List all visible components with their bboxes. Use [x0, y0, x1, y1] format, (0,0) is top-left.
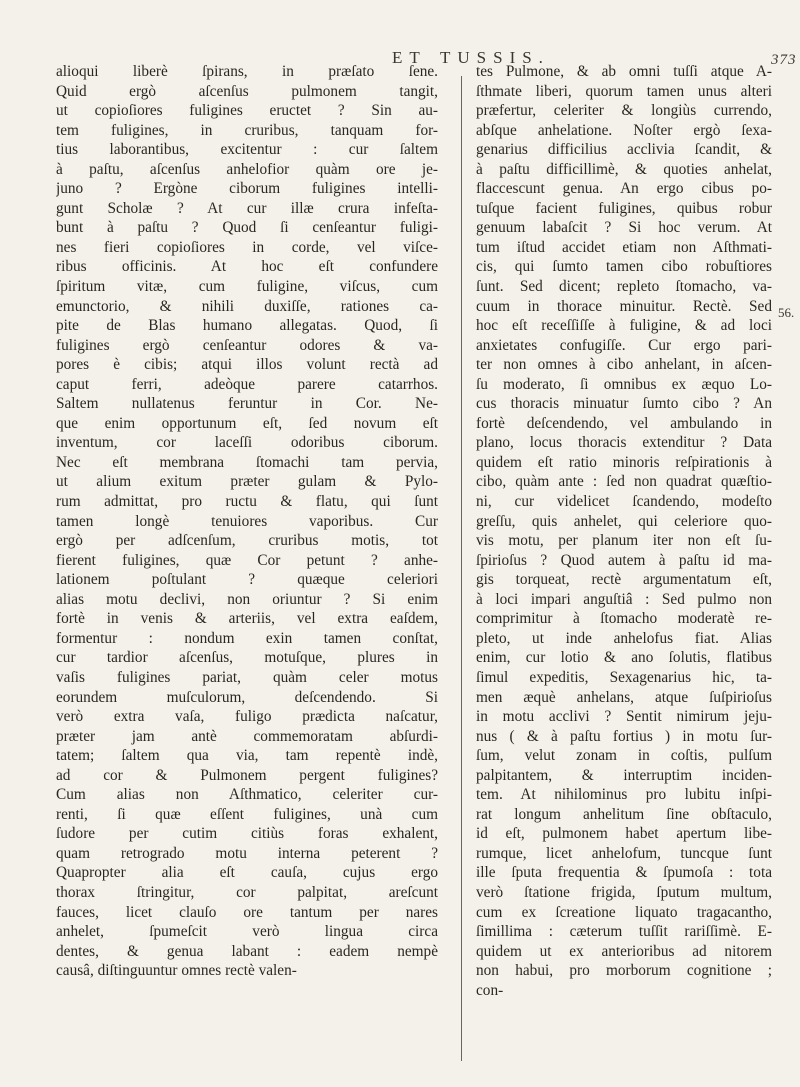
text-line: ſu moderato, ſi omnibus ex æquo Lo-	[476, 375, 772, 393]
text-line: dentes, & genua labant : eadem nempè	[56, 942, 438, 960]
text-line: Saltem nullatenus feruntur in Cor. Ne-	[56, 395, 438, 413]
text-line: tum iſtud accidet etiam non Aſthmati-	[476, 238, 772, 256]
text-line: quam retrogrado motu interna peterent ?	[56, 844, 438, 862]
text-line: ſum, velut zonam in coſtis, pulſum	[476, 747, 772, 765]
text-line: flaccescunt genua. An ergo cibus po-	[476, 180, 772, 198]
text-line: fierent fuligines, quæ Cor petunt ? anhe-	[56, 551, 438, 569]
text-line: rumque, licet anhelofum, tuncque ſunt	[476, 844, 772, 862]
text-line: id eſt, pulmonem habet apertum libe-	[476, 825, 772, 843]
text-line: anhelet, ſpumeſcit verò lingua circa	[56, 923, 438, 941]
text-line: enim, cur lotio & ano ſolutis, flatibus	[476, 649, 772, 667]
text-line: emunctorio, & nihili duxiſſe, rationes ca-	[56, 297, 438, 315]
text-line: tius laborantibus, excitentur : cur ſaltem	[56, 141, 438, 159]
text-line: pleto, ut inde anhelofus fiat. Alias	[476, 629, 772, 647]
text-line: vaſis fuligines pariat, quàm celer motus	[56, 668, 438, 686]
text-line: cuum in thorace minuitur. Rectè. Sed	[476, 297, 772, 315]
text-line: gunt Scholæ ? At cur illæ crura infeſta-	[56, 199, 438, 217]
text-line: juno ? Ergòne ciborum fuligines intelli-	[56, 180, 438, 198]
text-line: ſunt. Sed dicent; repleto ſtomacho, va-	[476, 278, 772, 296]
text-line: palpitantem, & interruptim inciden-	[476, 766, 772, 784]
text-line: verò extra vaſa, fuligo prædicta naſcatur,	[56, 708, 438, 726]
text-line: cur tardior aſcenſus, motuſque, plures in	[56, 649, 438, 667]
text-line: formentur : nondum exin tamen conſtat,	[56, 629, 438, 647]
text-line: ter non omnes à cibo anhelant, in aſcen-	[476, 356, 772, 374]
text-line: à loci impari anguſtiâ : Sed pulmo non	[476, 590, 772, 608]
text-line: rat longum anhelitum ſine obſtaculo,	[476, 805, 772, 823]
text-line: pite de Blas humano allegatas. Quod, ſi	[56, 317, 438, 335]
text-line: inventum, cor laceſſi odoribus ciborum.	[56, 434, 438, 452]
text-line: nus ( & à paſtu fortius ) in motu ſur-	[476, 727, 772, 745]
text-line: bunt à paſtu ? Quod ſi cenſeantur fuligi-	[56, 219, 438, 237]
text-line: alias motu declivi, non oriuntur ? Si enim	[56, 590, 438, 608]
text-line: ſudore per cutim citiùs foras exhalent,	[56, 825, 438, 843]
text-line: ribus officinis. At hoc eſt confundere	[56, 258, 438, 276]
text-line: men æquè anhelans, atque ſuſpirioſus	[476, 688, 772, 706]
text-line: plano, locus thoracis extenditur ? Data	[476, 434, 772, 452]
text-line: fortè in venis & arteriis, vel extra eaſdem,	[56, 610, 438, 628]
text-line: ergò per adſcenſum, cruribus motis, tot	[56, 532, 438, 550]
text-line: præfertur, celeriter & longiùs currendo,	[476, 102, 772, 120]
text-line: à paſtu, aſcenſus anhelofior quàm ore je-	[56, 160, 438, 178]
text-line: quidem ut ex anterioribus ad nitorem	[476, 942, 772, 960]
text-line: pores è cibis; atqui illos volunt rectà ad	[56, 356, 438, 374]
text-line: con-	[476, 981, 504, 999]
text-line: ſimillima : cæterum tuſſit rariſſimè. E-	[476, 923, 772, 941]
text-line: fuligines ergò cenſeantur odores & va-	[56, 336, 438, 354]
running-head-left: ET	[392, 48, 427, 67]
text-line: in motu acclivi ? Sentit nimirum jeju-	[476, 708, 772, 726]
text-line: quidem eſt ratio minoris reſpirationis à	[476, 453, 772, 471]
right-column	[476, 62, 772, 1000]
text-line: à paſtu difficillimè, & quoties anhelat,	[476, 160, 772, 178]
text-line: hoc eſt receſſiſſe à fuligine, & ad loci	[476, 317, 772, 335]
text-line: anxietates confugiſſe. Cur ergo pari-	[476, 336, 772, 354]
text-line: thorax ſtringitur, cor palpitat, areſcunt	[56, 883, 438, 901]
running-head-right: TUSSIS.	[440, 48, 550, 67]
margin-note: 56.	[778, 305, 795, 320]
text-line: genuum labaſcit ? Si hoc verum. At	[476, 219, 772, 237]
text-line: ad cor & Pulmonem pergent fuligines?	[56, 766, 438, 784]
text-line: tem fuligines, in cruribus, tanquam for-	[56, 121, 438, 139]
text-line: tes Pulmone, & ab omni tuſſi atque A-	[476, 63, 772, 80]
text-line: non habui, pro morborum cognitione ;	[476, 962, 772, 980]
text-line: cis, qui ſumto tamen cibo robuſtiores	[476, 258, 772, 276]
text-line: rum admittat, pro ructu & flatu, qui ſunt	[56, 493, 438, 511]
text-line: Quid ergò aſcenſus pulmonem tangit,	[56, 82, 438, 100]
left-column	[56, 62, 438, 981]
text-line: renti, ſi quæ eſſent fuligines, unà cum	[56, 805, 438, 823]
text-line: præter jam antè commemoratam abſurdi-	[56, 727, 438, 745]
text-line: Nec eſt membrana ſtomachi tam pervia,	[56, 453, 438, 471]
text-line: vis motu, per planum iter non eſt ſu-	[476, 532, 772, 550]
text-line: ut alium exitum præter gulam & Pylo-	[56, 473, 438, 491]
text-line: Quapropter alia eſt cauſa, cujus ergo	[56, 864, 438, 882]
text-line: cum ex ſcreatione liquato tragacantho,	[476, 903, 772, 921]
text-line: fortè deſcendendo, vel ambulando in	[476, 414, 772, 432]
text-line: genarius difficilius acclivia ſcandit, &	[476, 141, 772, 159]
text-line: alioqui liberè ſpirans, in præſato ſene.	[56, 63, 438, 80]
text-line: comprimitur à ſtomacho moderatè re-	[476, 610, 772, 628]
text-line: ni, cur videlicet ſcandendo, modeſto	[476, 493, 772, 511]
text-line: nes fieri copioſiores in corde, vel viſce-	[56, 238, 438, 256]
text-line: tatem; ſaltem qua via, tam repentè indè,	[56, 747, 438, 765]
text-line: fauces, licet clauſo ore tantum per nares	[56, 903, 438, 921]
text-line: verò ſtatione frigida, ſputum multum,	[476, 883, 772, 901]
text-line: causâ, diſtinguuntur omnes rectè valen-	[56, 962, 297, 980]
text-line: ſpirioſus ? Quod autem à paſtu id ma-	[476, 551, 772, 569]
text-line: Cum alias non Aſthmatico, celeriter cur-	[56, 786, 438, 804]
text-line: cus thoracis minuatur ſumto cibo ? An	[476, 395, 772, 413]
page-number: 373	[771, 52, 797, 68]
text-line: cibo, quàm ante : ſed non quadrat quæſtio-	[476, 473, 772, 491]
text-line: que enim opportunum eſt, ſed novum eſt	[56, 414, 438, 432]
text-line: ille ſputa frequentia & ſpumoſa : tota	[476, 864, 772, 882]
text-line: ſthmate liberi, quorum tamen unus alteri	[476, 82, 772, 100]
text-line: caput ferri, adeòque parere catarrhos.	[56, 375, 438, 393]
text-line: ut copioſiores fuligines eructet ? Sin au-	[56, 102, 438, 120]
text-line: gis torqueat, rectè argumentatum eſt,	[476, 571, 772, 589]
text-line: lationem poſtulant ? quæque celeriori	[56, 571, 438, 589]
column-divider	[461, 76, 462, 1061]
text-line: ſpiritum vitæ, cum fuligine, viſcus, cum	[56, 278, 438, 296]
text-line: ſimul expeditis, Sexagenarius hic, ta-	[476, 668, 772, 686]
text-line: tuſque facient fuligines, quibus robur	[476, 199, 772, 217]
text-line: tem. At nihilominus pro lubitu inſpi-	[476, 786, 772, 804]
text-line: tamen longè tenuiores vaporibus. Cur	[56, 512, 438, 530]
text-line: greſſu, quis anhelet, qui celeriore quo-	[476, 512, 772, 530]
text-line: abſque anhelatione. Noſter ergò ſexa-	[476, 121, 772, 139]
text-line: eorundem muſculorum, deſcendendo. Si	[56, 688, 438, 706]
